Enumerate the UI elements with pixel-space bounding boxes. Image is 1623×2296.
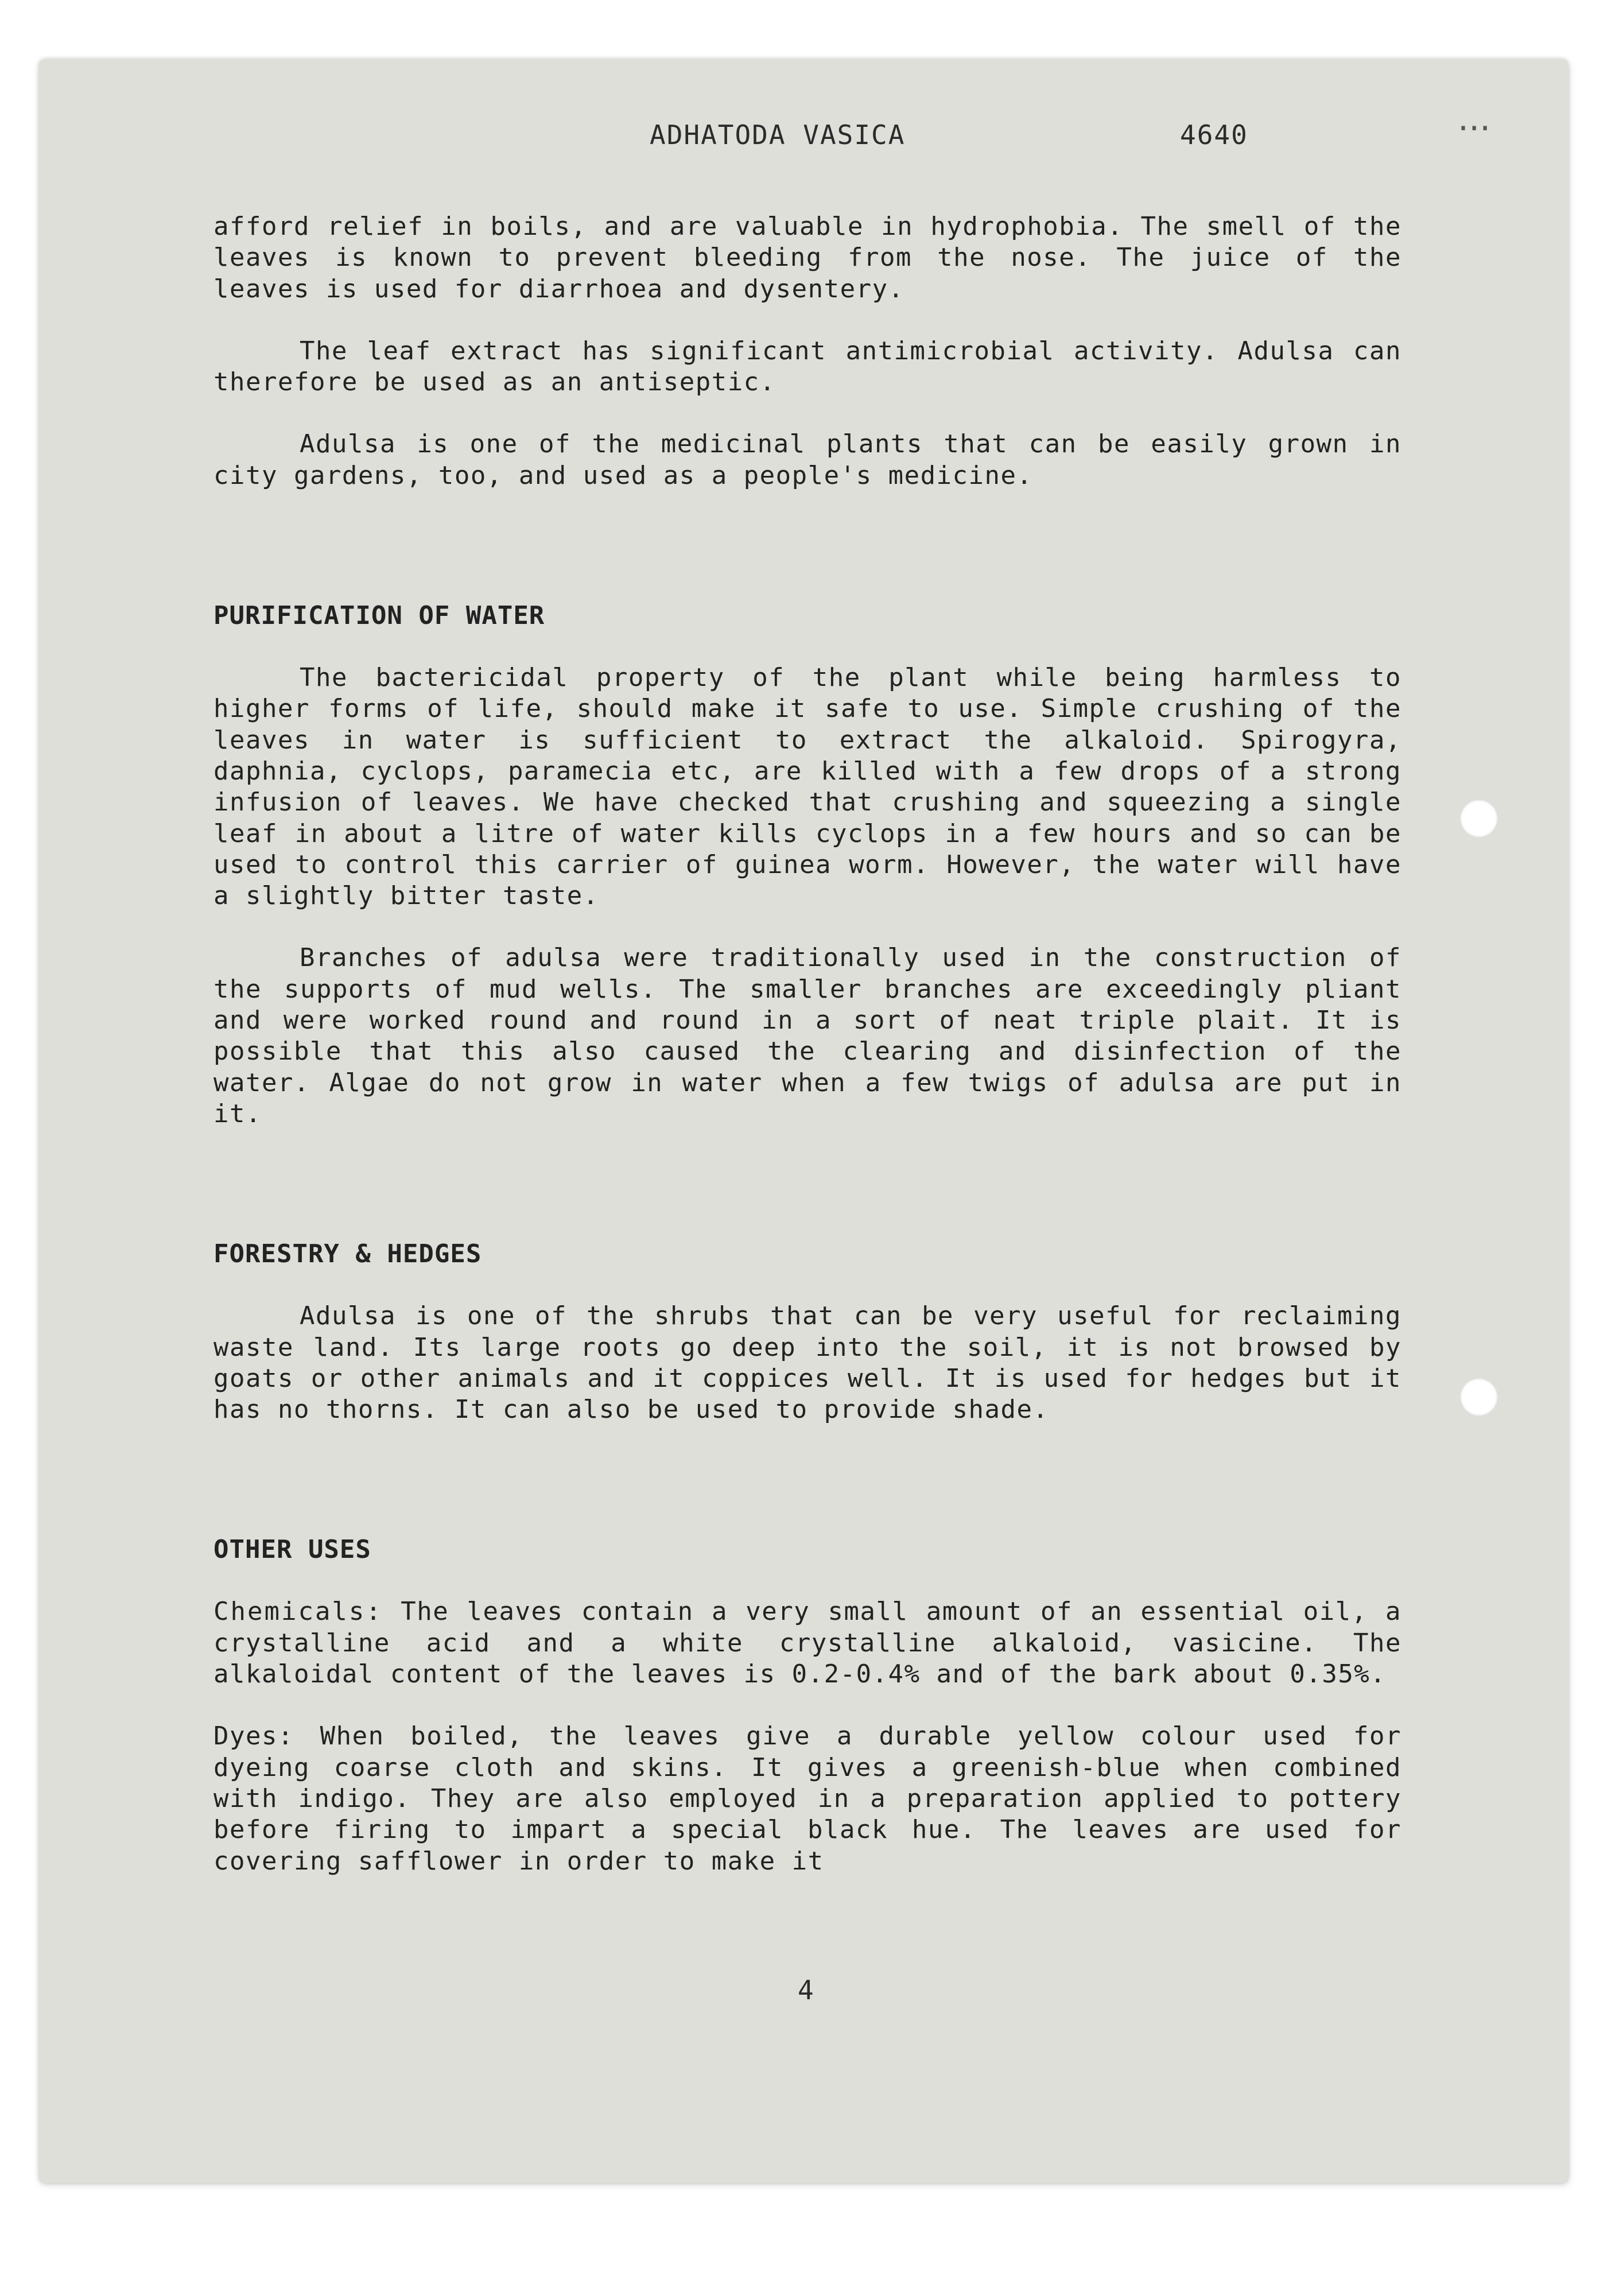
dyes-label: Dyes:	[213, 1721, 294, 1751]
document-body	[213, 211, 1401, 1877]
chemicals-text: The leaves contain a very small amount of an essential oil, a crystalline acid and a white crystalline alkaloid, vasicine. The alkaloidal content of the leaves is 0.2-0.4% and of the bark about 0.35%.	[213, 1597, 1402, 1689]
section-heading-purification: PURIFICATION OF WATER	[213, 601, 545, 631]
section-heading-other-uses: OTHER USES	[213, 1535, 371, 1565]
paragraph-chemicals	[213, 1596, 1401, 1690]
header-title: ADHATODA VASICA	[650, 119, 906, 150]
section-heading-forestry: FORESTRY & HEDGES	[213, 1239, 482, 1269]
chemicals-label: Chemicals:	[213, 1597, 383, 1627]
paragraph: The bactericidal property of the plant while being harmless to higher forms of life, should make it safe to use. Simple crushing of the leaves in water is sufficient to extract the alkaloid. Spirogyra, daphnia, cyclops, paramecia etc, are killed with a few drops of a strong infusion of leaves. We have checked that crushing and squeezing a single leaf in about a litre of water kills cyclops in a few hours and so can be used to control this carrier of guinea worm. However, the water will have a slightly bitter taste.	[213, 663, 1401, 911]
header-number: 4640	[1180, 119, 1248, 150]
punch-hole	[1460, 800, 1498, 837]
paragraph: Branches of adulsa were traditionally used in the construction of the supports of mud wells. The smaller branches are exceedingly pliant and were worked round and round in a sort of neat triple plait. It is possible that this also caused the clearing and disinfection of the water. Algae do not grow in water when a few twigs of adulsa are put in it.	[213, 943, 1401, 1128]
dyes-text: When boiled, the leaves give a durable yellow colour used for dyeing coarse cloth and skins. It gives a greenish-blue when combined with indigo. They are also employed in a preparation applied to pottery before firing to impart a special black hue. The leaves are used for covering safflower in order to make it	[213, 1721, 1401, 1876]
paragraph: Adulsa is one of the medicinal plants that can be easily grown in city gardens, too, and used as a people's medicine.	[213, 429, 1401, 490]
punch-hole	[1460, 1378, 1498, 1416]
paragraph-dyes	[213, 1721, 1401, 1876]
pencil-mark: ‧‧‧	[1458, 109, 1491, 149]
page-number: 4	[798, 1975, 814, 2006]
paragraph: The leaf extract has significant antimicrobial activity. Adulsa can therefore be used as an antiseptic.	[213, 336, 1401, 397]
paragraph: afford relief in boils, and are valuable in hydrophobia. The smell of the leaves is known to prevent bleeding from the nose. The juice of the leaves is used for diarrhoea and dysentery.	[213, 212, 1401, 304]
paragraph: Adulsa is one of the shrubs that can be very useful for reclaiming waste land. Its large roots go deep into the soil, it is not browsed by goats or other animals and it coppices well. It is used for hedges but it has no thorns. It can also be used to provide shade.	[213, 1301, 1401, 1425]
